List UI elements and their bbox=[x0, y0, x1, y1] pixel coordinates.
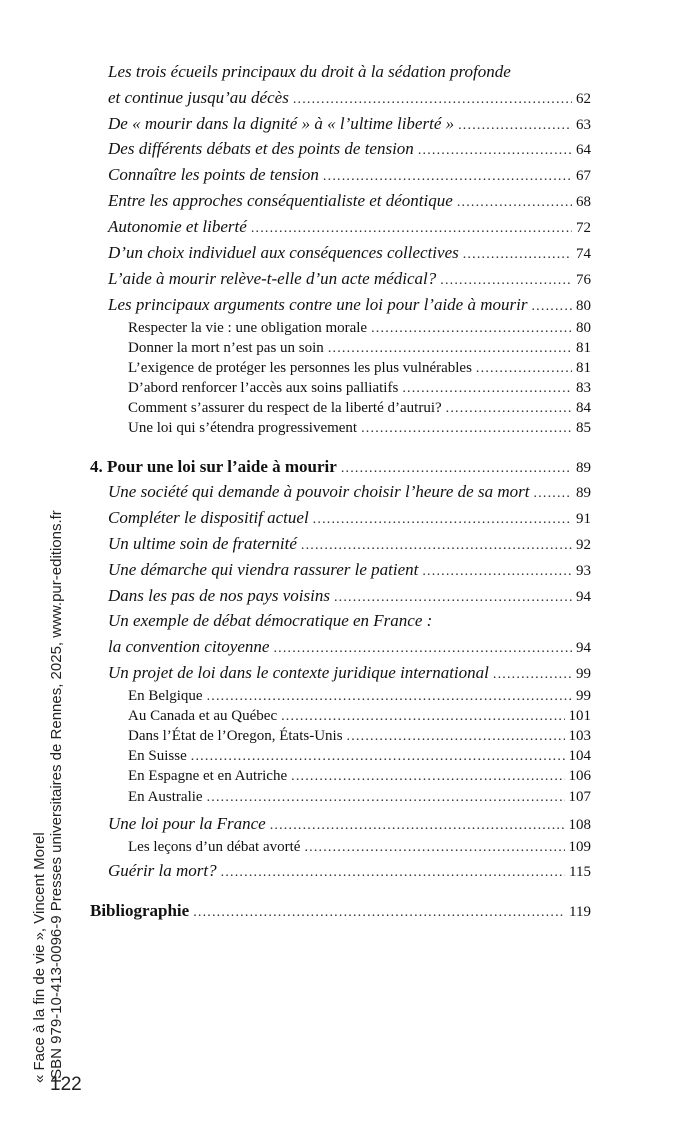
toc-entry-title: Au Canada et au Québec bbox=[128, 708, 278, 724]
toc-entry-title: Un exemple de débat démocratique en France : bbox=[108, 611, 433, 630]
page-number: 122 bbox=[50, 1074, 82, 1095]
leader-dots bbox=[273, 639, 572, 659]
leader-dots bbox=[313, 510, 572, 530]
leader-dots bbox=[446, 400, 572, 418]
toc-subentry bbox=[128, 319, 591, 338]
toc-entry-page: 64 bbox=[576, 142, 591, 158]
leader-dots bbox=[402, 380, 572, 398]
copyright-line-title: « Face à la fin de vie », Vincent Morel bbox=[31, 832, 48, 1083]
leader-dots bbox=[422, 562, 572, 582]
toc-entry-page: 108 bbox=[568, 817, 591, 833]
toc-entry-page: 72 bbox=[576, 220, 591, 236]
toc-entry-page: 92 bbox=[576, 537, 591, 553]
toc-entry bbox=[108, 482, 591, 504]
leader-dots bbox=[457, 193, 572, 213]
toc-entry-page: 93 bbox=[576, 563, 591, 579]
toc-entry-title: Une loi qui s’étendra progressivement bbox=[128, 420, 358, 436]
toc-entry-page: 89 bbox=[576, 460, 591, 476]
leader-dots bbox=[191, 748, 565, 766]
toc-entry-title: Bibliographie bbox=[90, 901, 190, 920]
toc-entry-title: Les principaux arguments contre une loi pour l’aide à mourir bbox=[108, 295, 528, 314]
leader-dots bbox=[418, 141, 572, 161]
leader-dots bbox=[493, 665, 572, 685]
leader-dots bbox=[281, 708, 564, 726]
leader-dots bbox=[533, 484, 572, 504]
toc-entry-page: 91 bbox=[576, 511, 591, 527]
toc-entry-page: 62 bbox=[576, 91, 591, 107]
toc-entry bbox=[108, 114, 591, 136]
leader-dots bbox=[251, 219, 572, 239]
toc-entry-page: 76 bbox=[576, 272, 591, 288]
leader-dots bbox=[207, 789, 565, 807]
toc-entry-page: 68 bbox=[576, 194, 591, 210]
leader-dots bbox=[531, 297, 572, 317]
toc-subentry bbox=[128, 379, 591, 398]
toc-entry-title: Respecter la vie : une obligation morale bbox=[128, 320, 368, 336]
toc-entry bbox=[108, 139, 591, 161]
toc-entry-title: Une loi pour la France bbox=[108, 814, 266, 833]
toc-entry-title: Dans l’État de l’Oregon, États-Unis bbox=[128, 728, 343, 744]
copyright-sidebar bbox=[31, 510, 65, 1083]
leader-dots bbox=[207, 688, 572, 706]
toc-subentry bbox=[128, 687, 591, 706]
toc-entry bbox=[108, 243, 591, 265]
toc-entry-page: 74 bbox=[576, 246, 591, 262]
toc-entry bbox=[108, 191, 591, 213]
toc-entry-page: 85 bbox=[576, 420, 591, 436]
toc-chapter bbox=[90, 457, 591, 479]
toc-subentry bbox=[128, 838, 591, 857]
toc-subentry bbox=[128, 419, 591, 438]
leader-dots bbox=[328, 340, 572, 358]
toc-entry-title: 4. Pour une loi sur l’aide à mourir bbox=[90, 457, 337, 476]
toc-entry-title: L’exigence de protéger les personnes les plus vulnérables bbox=[128, 360, 472, 376]
toc-entry bbox=[108, 637, 591, 659]
toc-subentry bbox=[128, 707, 591, 726]
toc-subentry bbox=[128, 747, 591, 766]
leader-dots bbox=[476, 360, 572, 378]
leader-dots bbox=[270, 816, 565, 836]
toc-entry-page: 109 bbox=[568, 839, 591, 855]
toc-entry-title: En Espagne et en Autriche bbox=[128, 768, 288, 784]
toc-entry-title: Une société qui demande à pouvoir choisir l’heure de sa mort bbox=[108, 482, 530, 501]
toc-entry-page: 106 bbox=[568, 768, 591, 784]
leader-dots bbox=[458, 116, 572, 136]
toc-entry-title: Les leçons d’un débat avorté bbox=[128, 839, 301, 855]
toc-entry bbox=[108, 814, 591, 836]
leader-dots bbox=[301, 536, 572, 556]
toc-entry-title: En Australie bbox=[128, 789, 203, 805]
leader-dots bbox=[293, 90, 572, 110]
toc-subentry bbox=[128, 727, 591, 746]
toc-entry-page: 99 bbox=[576, 666, 591, 682]
leader-dots bbox=[291, 768, 564, 786]
toc-entry-title: D’un choix individuel aux conséquences collectives bbox=[108, 243, 459, 262]
toc-entry-page: 81 bbox=[576, 360, 591, 376]
toc-entry-page: 101 bbox=[568, 708, 591, 724]
toc-entry-title: L’aide à mourir relève-t-elle d’un acte médical? bbox=[108, 269, 437, 288]
toc-subentry bbox=[128, 339, 591, 358]
toc-entry-title: Dans les pas de nos pays voisins bbox=[108, 586, 330, 605]
leader-dots bbox=[334, 588, 572, 608]
toc-entry bbox=[108, 217, 591, 239]
toc-entry-page: 94 bbox=[576, 640, 591, 656]
toc-entry-title: D’abord renforcer l’accès aux soins palliatifs bbox=[128, 380, 399, 396]
leader-dots bbox=[193, 903, 565, 923]
toc-subentry bbox=[128, 788, 591, 807]
toc-entry-page: 67 bbox=[576, 168, 591, 184]
toc-entry-page: 89 bbox=[576, 485, 591, 501]
toc-entry bbox=[108, 586, 591, 608]
toc-entry-title: Connaître les points de tension bbox=[108, 165, 319, 184]
toc-entry-page: 80 bbox=[576, 298, 591, 314]
toc-entry-page: 115 bbox=[569, 864, 591, 880]
leader-dots bbox=[440, 271, 572, 291]
toc-entry-page: 103 bbox=[568, 728, 591, 744]
toc-entry bbox=[108, 861, 591, 883]
toc-entry-title: Autonomie et liberté bbox=[108, 217, 247, 236]
toc-entry-title: Un projet de loi dans le contexte juridique international bbox=[108, 663, 489, 682]
leader-dots bbox=[371, 320, 572, 338]
leader-dots bbox=[221, 863, 565, 883]
toc-chapter bbox=[90, 901, 591, 923]
toc-entry-title: En Belgique bbox=[128, 688, 203, 704]
toc-entry-page: 81 bbox=[576, 340, 591, 356]
toc-entry bbox=[108, 269, 591, 291]
toc-subentry bbox=[128, 767, 591, 786]
toc-entry-title: Comment s’assurer du respect de la liberté d’autrui? bbox=[128, 400, 442, 416]
toc-entry bbox=[108, 508, 591, 530]
toc-entry-title: Compléter le dispositif actuel bbox=[108, 508, 309, 527]
leader-dots bbox=[304, 839, 564, 857]
toc-entry bbox=[108, 534, 591, 556]
toc-subentry bbox=[128, 399, 591, 418]
toc-entry-page: 99 bbox=[576, 688, 591, 704]
toc-entry bbox=[108, 88, 591, 110]
toc-entry-title: Entre les approches conséquentialiste et déontique bbox=[108, 191, 453, 210]
toc-entry-title: la convention citoyenne bbox=[108, 637, 270, 656]
copyright-line-isbn: ISBN 979-10-413-0096-9 Presses universitaires de Rennes, 2025, www.pur-editions.fr bbox=[48, 510, 65, 1083]
toc-entry bbox=[108, 560, 591, 582]
toc-entry-title: Une démarche qui viendra rassurer le patient bbox=[108, 560, 419, 579]
toc-subentry bbox=[128, 359, 591, 378]
leader-dots bbox=[361, 420, 572, 438]
toc-entry-title: De « mourir dans la dignité » à « l’ultime liberté » bbox=[108, 114, 455, 133]
toc-entry bbox=[108, 295, 591, 317]
toc-entry-title: Donner la mort n’est pas un soin bbox=[128, 340, 324, 356]
toc-entry-title: et continue jusqu’au décès bbox=[108, 88, 289, 107]
leader-dots bbox=[347, 728, 565, 746]
toc-entry-page: 119 bbox=[569, 904, 591, 920]
toc-entry bbox=[108, 165, 591, 187]
toc-entry bbox=[108, 663, 591, 685]
toc-entry-page: 83 bbox=[576, 380, 591, 396]
leader-dots bbox=[463, 245, 572, 265]
toc-entry-title: Des différents débats et des points de tension bbox=[108, 139, 414, 158]
toc-entry-page: 94 bbox=[576, 589, 591, 605]
toc-entry-page: 104 bbox=[568, 748, 591, 764]
toc-entry-title: Guérir la mort? bbox=[108, 861, 217, 880]
toc-entry-page: 63 bbox=[576, 117, 591, 133]
toc-entry-page: 84 bbox=[576, 400, 591, 416]
toc-entry-title: En Suisse bbox=[128, 748, 187, 764]
leader-dots bbox=[323, 167, 572, 187]
leader-dots bbox=[341, 459, 572, 479]
toc-entry-title: Les trois écueils principaux du droit à la sédation profonde bbox=[108, 62, 511, 81]
toc-entry-page: 107 bbox=[568, 789, 591, 805]
toc-entry-title: Un ultime soin de fraternité bbox=[108, 534, 297, 553]
toc-entry-page: 80 bbox=[576, 320, 591, 336]
